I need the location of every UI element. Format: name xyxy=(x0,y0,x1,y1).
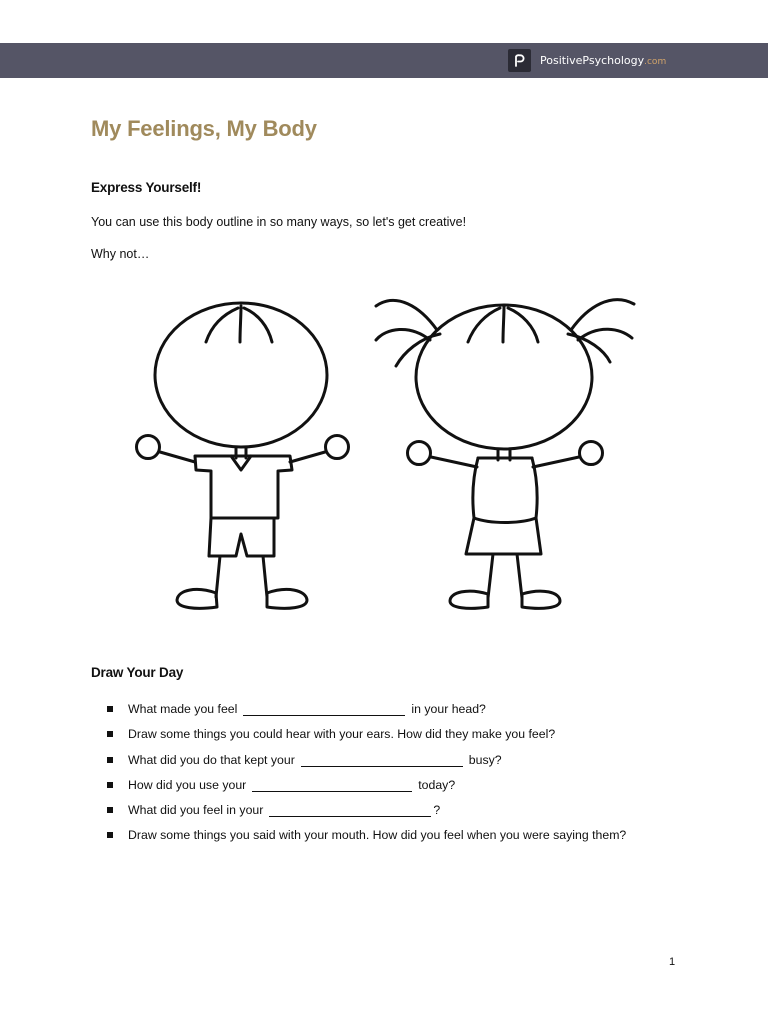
section-heading-draw: Draw Your Day xyxy=(91,665,184,680)
list-item xyxy=(107,750,626,775)
list-item xyxy=(107,800,626,825)
body-outline-illustration xyxy=(120,290,660,625)
prompt-text: today? xyxy=(418,777,456,792)
prompt-text: What made you feel xyxy=(128,702,238,716)
section-heading-express: Express Yourself! xyxy=(91,180,202,195)
girl-outline-icon xyxy=(376,300,634,609)
prompt-text: in your head? xyxy=(411,702,486,716)
intro-text: You can use this body outline in so many ways, so let's get creative! xyxy=(91,215,467,229)
fill-in-blank xyxy=(252,777,412,792)
fill-in-blank xyxy=(301,752,463,767)
prompt-text: What did you do that kept your xyxy=(128,752,295,767)
fill-in-blank xyxy=(269,802,431,817)
prompt-text: How did you use your xyxy=(128,777,247,792)
prompt-text: ? xyxy=(433,803,441,818)
brand-name: PositivePsychology.com xyxy=(540,54,667,67)
bullet-icon xyxy=(107,807,113,813)
prompt-list xyxy=(107,699,626,851)
list-item xyxy=(107,775,626,800)
list-item xyxy=(107,825,626,850)
bullet-icon xyxy=(107,832,113,838)
bullet-icon xyxy=(107,706,113,712)
page-title: My Feelings, My Body xyxy=(91,116,317,141)
brand xyxy=(508,49,666,72)
list-item xyxy=(107,699,626,724)
prompt-text: What did you feel in your xyxy=(128,803,264,818)
bullet-icon xyxy=(107,757,113,763)
boy-outline-icon xyxy=(137,303,349,608)
prompt-text: busy? xyxy=(468,752,502,767)
prompt-text: Draw some things you could hear with your ears. How did they make you feel? xyxy=(128,727,556,742)
positivepsychology-logo-icon xyxy=(508,49,531,72)
brand-suffix: .com xyxy=(644,57,667,67)
bullet-icon xyxy=(107,731,113,737)
header-bar xyxy=(0,43,768,78)
fill-in-blank xyxy=(243,701,405,716)
page-number: 1 xyxy=(669,956,676,968)
list-item xyxy=(107,724,626,749)
bullet-icon xyxy=(107,782,113,788)
why-not-text: Why not… xyxy=(91,247,150,261)
prompt-text: Draw some things you said with your mouth. How did you feel when you were saying them? xyxy=(128,828,627,843)
